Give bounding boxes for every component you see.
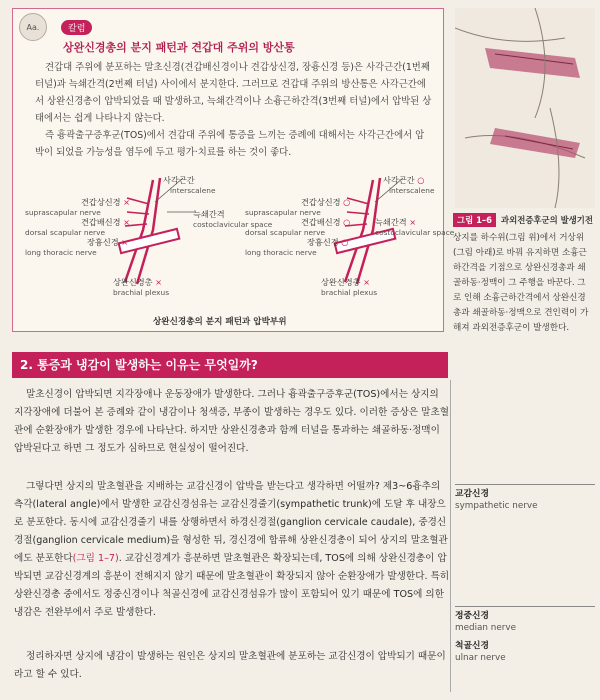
figure-1-6-description: 상지를 하수위(그림 위)에서 거상위(그림 아래)로 바꿔 유지하면 소흉근하간격을 기점으로 상완신경총과 쇄골하동·정맥이 그 주행을 바꾼다. 그로 인해 소흉근하간격에서 상완신경총과 쇄골하동·정맥으로 견인력이 가해져 과외전증후군이 발생한다. xyxy=(453,233,589,333)
term-median-ko: 정중신경 xyxy=(455,611,489,621)
sidebar-divider xyxy=(450,380,451,692)
sidebar-rule-2 xyxy=(455,606,595,607)
term-sympathetic xyxy=(455,488,538,512)
right-long-thoracic-label: 장흉신경 ○ xyxy=(307,237,349,247)
term-sympathetic-en: sympathetic nerve xyxy=(455,501,538,511)
left-costoclavicular-en: costoclavicular space xyxy=(193,220,273,229)
body-paragraph-2: 그렇다면 상지의 말초혈관을 지배하는 교감신경이 압박을 받는다고 생각하면 어떨까? 제3~6흉추의 측각(lateral angle)에서 발생한 교감신경섬유는 교감신경줄기(sympathetic trunk)에 도달 후 내장으로 분포한다. 동시에 교감신경줄기 내를 상행하면서 하경신경절(ganglion cervicale caudale), 중경신경절(ganglion cervicale medium)을 형성한 뒤, 경신경에 합류해 상완신경총이 되어 상지의 말초혈관에도 분포한다(그림 1–7). 교감신경계가 흥분하면 말초혈관은 확장되는데, TOS에 의해 상완신경총이 압박되면 교감신경계의 흥분이 전해지지 않기 때문에 말초혈관이 확장되지 않아 순환장애가 발생한다. 특히 상완신경총 중에서도 정중신경이나 척골신경에 교감신경섬유가 많이 포함되어 있기 때문에 TOS에 의한 냉감은 전완부에서 주로 발생한다. xyxy=(14,481,450,618)
plexus-diagram xyxy=(25,174,455,299)
term-sympathetic-ko: 교감신경 xyxy=(455,489,489,499)
term-ulnar-ko: 척골신경 xyxy=(455,641,489,651)
left-dorsal-label: 견갑배신경 × xyxy=(81,217,131,227)
left-scalene-label: 사각근간 xyxy=(163,175,195,185)
left-dorsal-en: dorsal scapular nerve xyxy=(25,228,106,237)
right-dorsal-en: dorsal scapular nerve xyxy=(245,228,326,237)
column-paragraph-2: 즉 흉곽출구증후군(TOS)에서 견갑대 주위에 통증을 느끼는 증례에 대해서는 사각근간에서 압박이 되었을 가능성을 염두에 두고 평가·치료를 하는 것이 좋다. xyxy=(35,130,425,158)
right-plexus-en: brachial plexus xyxy=(321,288,378,297)
figure-1-6-caption xyxy=(453,208,593,336)
column-box xyxy=(12,8,455,332)
right-scalene-label: 사각근간 ○ xyxy=(383,175,425,185)
term-ulnar xyxy=(455,640,506,664)
column-label: 칼럼 xyxy=(61,20,92,35)
body-paragraph-1: 말초신경이 압박되면 지각장애나 운동장애가 발생한다. 그러나 흉곽출구증후군(TOS)에서는 상지의 지각장애에 더불어 본 증례와 같이 냉감이나 청색증, 부종이 발생하는 경우도 있다. 이러한 증상은 말초혈관에 순환장애가 발생한 경우에 나타난다. 하지만 상완신경총과 함께 터널을 통과하는 쇄골하동·정맥이 압박된다고 하면 그 정도가 심하므로 현실성이 떨어진다. xyxy=(14,389,449,454)
term-ulnar-en: ulnar nerve xyxy=(455,653,506,663)
figure-1-6-drawing xyxy=(455,8,595,208)
sidebar-rule-1 xyxy=(455,484,595,485)
figure-1-7-ref[interactable]: (그림 1–7) xyxy=(72,553,119,564)
section-header: 2. 통증과 냉감이 발생하는 이유는 무엇일까? xyxy=(12,352,448,378)
left-long-thoracic-label: 장흉신경 × xyxy=(87,237,129,247)
term-median xyxy=(455,610,516,634)
left-costoclavicular-label: 늑쇄간격 xyxy=(193,209,225,219)
column-paragraph-1: 견갑대 주위에 분포하는 말초신경(견갑배신경이나 견갑상신경, 장흉신경 등)은 사각근간(1번째 터널)과 늑쇄간격(2번째 터널) 사이에서 분지한다. 그러므로 견갑대 주위의 방산통은 사각근간에서 상완신경총이 압박되었을 때 발생하고, 늑쇄간격이나 소흉근하간격(3번째 터널)에서 압박된 상태에서는 쉽게 나타나지 않는다. xyxy=(35,62,432,124)
term-median-en: median nerve xyxy=(455,623,516,633)
column-badge-icon: Aa. xyxy=(19,13,47,41)
column-caption: 상완신경총의 분지 패턴과 압박부위 xyxy=(153,317,287,327)
left-suprascapular-label: 견갑상신경 × xyxy=(81,197,131,207)
column-title: 상완신경총의 분지 패턴과 견갑대 주위의 방산통 xyxy=(63,41,295,54)
right-long-thoracic-en: long thoracic nerve xyxy=(245,248,317,257)
right-suprascapular-label: 견갑상신경 ○ xyxy=(301,197,351,207)
left-plexus-label: 상완신경총 × xyxy=(113,277,163,287)
right-plexus-label: 상완신경총 × xyxy=(321,277,371,287)
figure-1-6-title: 과외전증후군의 발생기전 xyxy=(501,215,593,225)
figure-1-6-tag: 그림 1–6 xyxy=(453,213,496,227)
right-suprascapular-en: suprascapular nerve xyxy=(245,208,321,217)
figure-1-6-image xyxy=(455,8,595,208)
right-scalene-en: interscalene xyxy=(389,186,435,195)
left-suprascapular-en: suprascapular nerve xyxy=(25,208,101,217)
left-plexus-en: brachial plexus xyxy=(113,288,170,297)
left-long-thoracic-en: long thoracic nerve xyxy=(25,248,97,257)
right-dorsal-label: 견갑배신경 ○ xyxy=(301,217,351,227)
right-costoclavicular-en: costoclavicular space xyxy=(375,228,455,237)
right-costoclavicular-label: 늑쇄간격 × xyxy=(375,217,417,227)
body-paragraph-3: 정리하자면 상지에 냉감이 발생하는 원인은 상지의 말초혈관에 분포하는 교감신경이 압박되기 때문이라고 할 수 있다. xyxy=(14,651,446,680)
left-scalene-en: interscalene xyxy=(170,186,216,195)
